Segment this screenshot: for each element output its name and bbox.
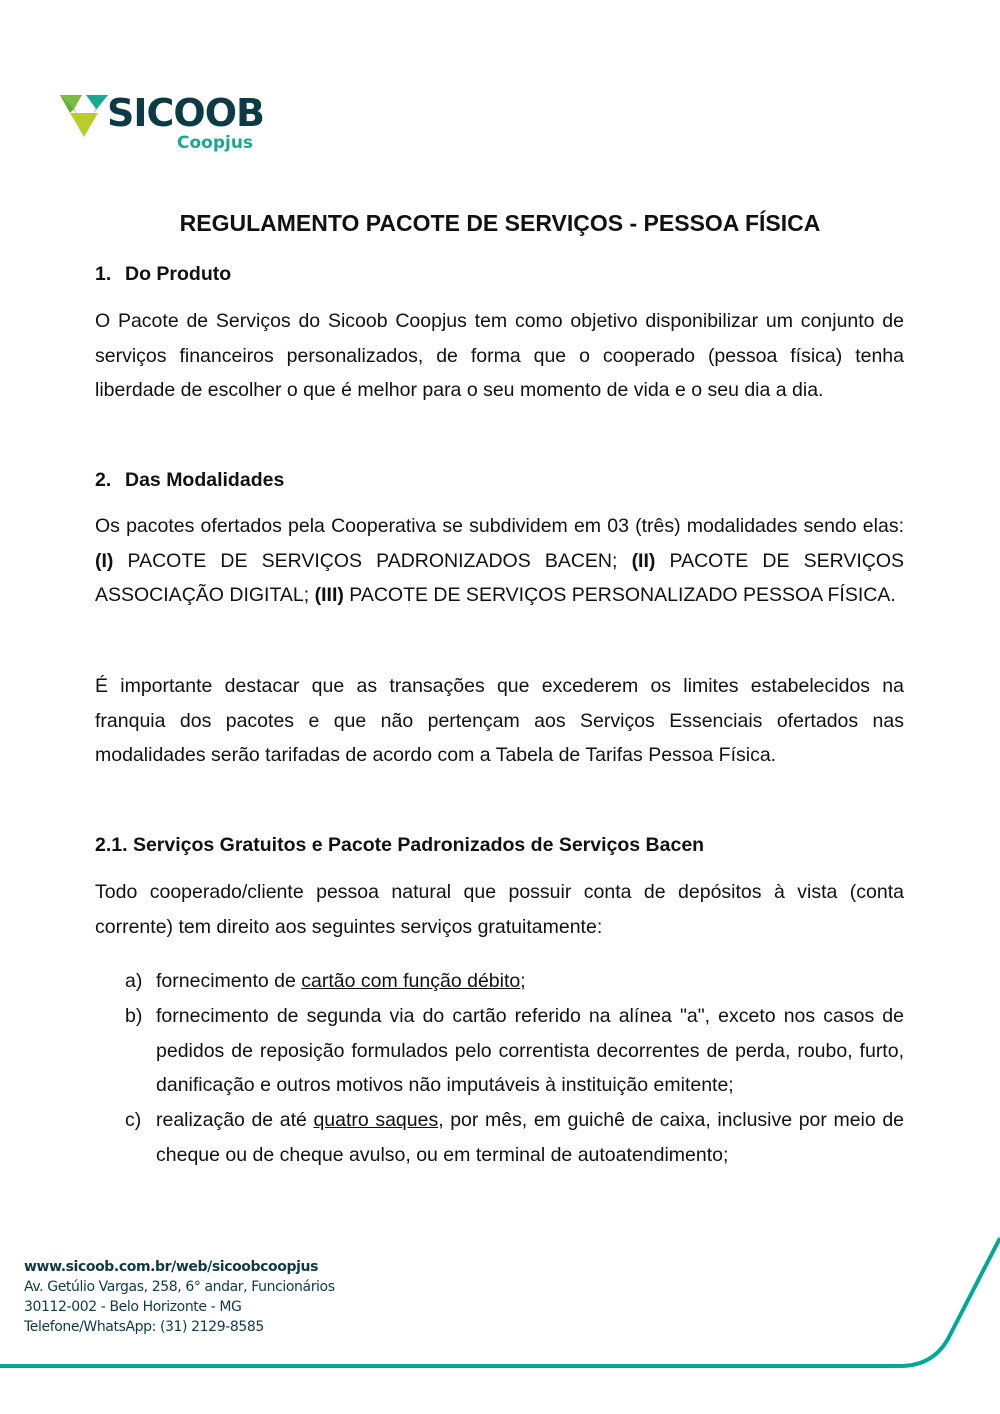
underlined-text: cartão com função débito: [301, 970, 521, 992]
text: fornecimento de: [156, 970, 302, 992]
bold-text: (II): [631, 549, 656, 572]
list-marker: a): [125, 970, 143, 992]
text: ;: [520, 970, 526, 992]
section-title: Do Produto: [125, 263, 232, 285]
section-number: 1.: [95, 263, 112, 285]
text: Os pacotes ofertados pela Cooperativa se subdividem em 03 (três) modalidades sendo elas:: [95, 515, 904, 537]
section-2-paragraph-2: É importante destacar que as transações que excederem os limites estabelecidos na franquia dos pacotes e que não pertençam aos Serviços Essenciais ofertados nas modalidades serão tarifadas de acordo com a Tabela de Tarifas Pessoa Física.: [95, 675, 904, 767]
footer-decorative-line: [0, 1230, 1000, 1380]
footer-website[interactable]: www.sicoob.com.br/web/sicoobcoopjus: [24, 1259, 319, 1275]
section-1-paragraph: O Pacote de Serviços do Sicoob Coopjus tem como objetivo disponibilizar um conjunto de serviços financeiros personalizados, de forma que o cooperado (pessoa física) tenha liberdade de escolher o que é melhor para o seu momento de vida e o seu dia a dia.: [95, 310, 904, 402]
bold-text: (III): [314, 584, 344, 607]
bold-text: (I): [95, 549, 114, 572]
footer-address: Av. Getúlio Vargas, 258, 6° andar, Funcionários: [24, 1279, 335, 1295]
text: fornecimento de segunda via do cartão referido na alínea "a", exceto nos casos de pedidos de reposição formulados pelo correntista decorrentes de perda, roubo, furto, danificação e outros motivos não imputáveis à instituição emitente;: [156, 1005, 904, 1097]
logo-sub: Coopjus: [177, 133, 254, 153]
underlined-text: quatro saques: [313, 1109, 439, 1131]
footer-city: 30112-002 - Belo Horizonte - MG: [24, 1299, 242, 1315]
text: , por mês, em guichê de caixa, inclusive por meio de cheque ou de cheque avulso, ou em terminal de autoatendimento;: [156, 1109, 905, 1166]
section-2-paragraph-1: [95, 509, 904, 613]
list-item: [125, 999, 904, 1103]
text: PACOTE DE SERVIÇOS PERSONALIZADO PESSOA FÍSICA.: [343, 584, 896, 607]
logo-brand: SICOOB: [107, 91, 264, 135]
page-title: REGULAMENTO PACOTE DE SERVIÇOS - PESSOA FÍSICA: [179, 210, 821, 236]
list-item: [125, 1103, 904, 1172]
section-title: Das Modalidades: [125, 469, 285, 491]
section-2-1-paragraph: Todo cooperado/cliente pessoa natural que possuir conta de depósitos à vista (conta corrente) tem direito aos seguintes serviços gratuitamente:: [95, 881, 904, 938]
list-item: [125, 964, 904, 999]
section-number: 2.: [95, 469, 112, 491]
list-marker: b): [125, 1005, 143, 1027]
text: PACOTE DE SERVIÇOS PADRONIZADOS BACEN;: [113, 549, 632, 572]
text: realização de até: [156, 1109, 314, 1131]
section-2-1-heading: 2.1. Serviços Gratuitos e Pacote Padronizados de Serviços Bacen: [95, 834, 705, 856]
section-1-heading: [95, 262, 231, 286]
text: PACOTE DE SERVIÇOS ASSOCIAÇÃO DIGITAL;: [95, 549, 904, 607]
list-marker: c): [125, 1109, 142, 1131]
section-2-heading: [95, 468, 284, 492]
logo-triangle-icon: [60, 95, 110, 139]
footer-phone: Telefone/WhatsApp: (31) 2129-8585: [24, 1319, 264, 1335]
